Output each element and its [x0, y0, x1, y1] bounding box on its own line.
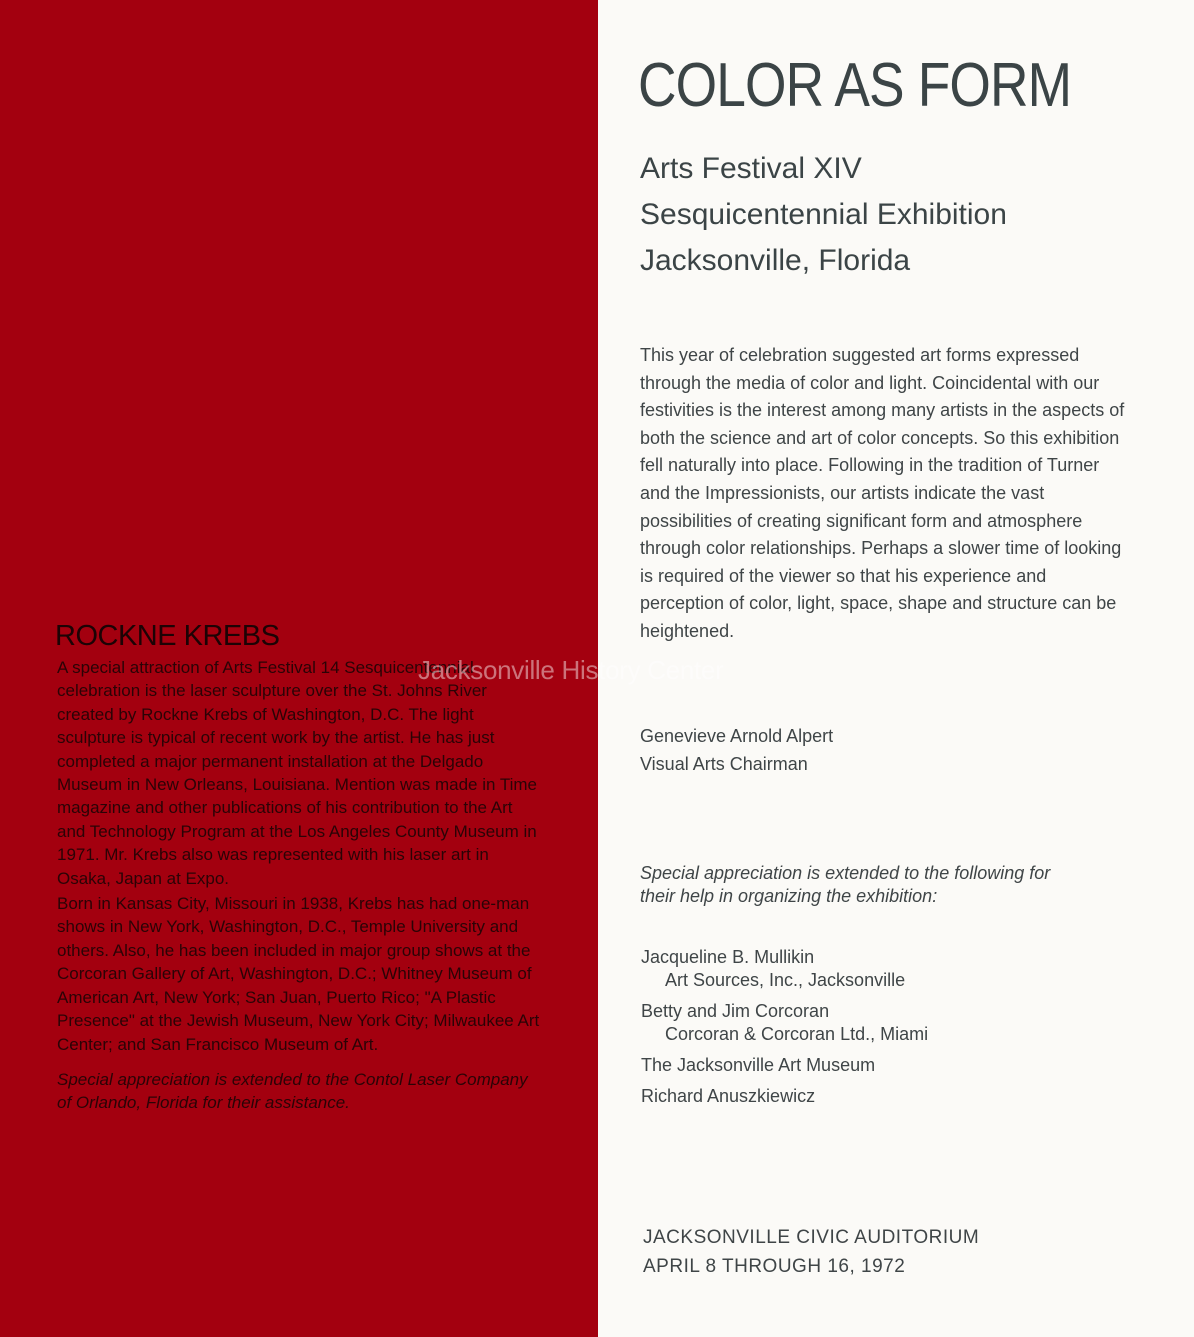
- krebs-thanks: Special appreciation is extended to the Contol Laser Company of Orlando, Florida for their assistance.: [57, 1069, 528, 1113]
- list-item: [641, 1054, 928, 1077]
- list-item: [641, 946, 928, 992]
- subtitle-line-2: Sesquicentennial Exhibition: [640, 198, 1007, 231]
- exhibition-title: COLOR AS FORM: [638, 51, 1072, 120]
- appreciation-note: Special appreciation is extended to the following for their help in organizing the exhibition:: [640, 863, 1051, 906]
- krebs-heading: ROCKNE KREBS: [55, 620, 280, 652]
- list-item: [641, 1000, 928, 1046]
- krebs-bio: [57, 656, 542, 1117]
- acknowledgement-list: [641, 946, 928, 1116]
- subtitle-line-1: Arts Festival XIV: [640, 152, 862, 185]
- krebs-paragraph-1: A special attraction of Arts Festival 14 Sesquicentennial celebration is the laser sculpture over the St. Johns River created by Rockne Krebs of Washington, D.C. The light sculpture is typical of recent work by the artist. He has just completed a major permanent installation at the Delgado Museum in New Orleans, Louisiana. Mention was made in Time magazine and other publications of his contribution to the Art and Technology Program at the Los Angeles County Museum in 1971. Mr. Krebs also was represented with his laser art in Osaka, Japan at Expo.: [57, 658, 537, 888]
- ack-org: Art Sources, Inc., Jacksonville: [665, 970, 906, 990]
- list-item: [641, 1085, 928, 1108]
- ack-name: Richard Anuszkiewicz: [641, 1086, 816, 1106]
- ack-org: Corcoran & Corcoran Ltd., Miami: [665, 1024, 929, 1044]
- ack-name: Betty and Jim Corcoran: [641, 1001, 830, 1021]
- exhibition-subtitle: [640, 146, 1007, 284]
- intro-paragraph: This year of celebration suggested art forms expressed through the media of color and light. Coincidental with our festivities is the interest among many artists in the aspects of both the science and art of color concepts. So this exhibition fell naturally into place. Following in the tradition of Turner and the Impressionists, our artists indicate the vast possibilities of creating significant form and atmosphere through color relationships. Perhaps a slower time of looking is required of the viewer so that his experience and perception of color, light, space, shape and structure can be heightened.: [640, 345, 1125, 641]
- exhibition-dates: APRIL 8 THROUGH 16, 1972: [643, 1256, 906, 1277]
- watermark: Jacksonville History Center: [418, 655, 724, 685]
- venue-name: JACKSONVILLE CIVIC AUDITORIUM: [643, 1227, 980, 1248]
- subtitle-line-3: Jacksonville, Florida: [640, 244, 911, 277]
- venue-block: [643, 1223, 979, 1281]
- signature-name: Genevieve Arnold Alpert: [640, 726, 834, 746]
- signature-role: Visual Arts Chairman: [640, 754, 808, 774]
- ack-name: The Jacksonville Art Museum: [641, 1055, 876, 1075]
- ack-name: Jacqueline B. Mullikin: [641, 947, 815, 967]
- signature-block: [640, 722, 833, 778]
- krebs-paragraph-2: Born in Kansas City, Missouri in 1938, Krebs has had one-man shows in New York, Washington, D.C., Temple University and others. Also, he has been included in major group shows at the Corcoran Gallery of Art, Washington, D.C.; Whitney Museum of American Art, New York; San Juan, Puerto Rico; "A Plastic Presence" at the Jewish Museum, New York City; Milwaukee Art Center; and San Francisco Museum of Art.: [57, 894, 540, 1054]
